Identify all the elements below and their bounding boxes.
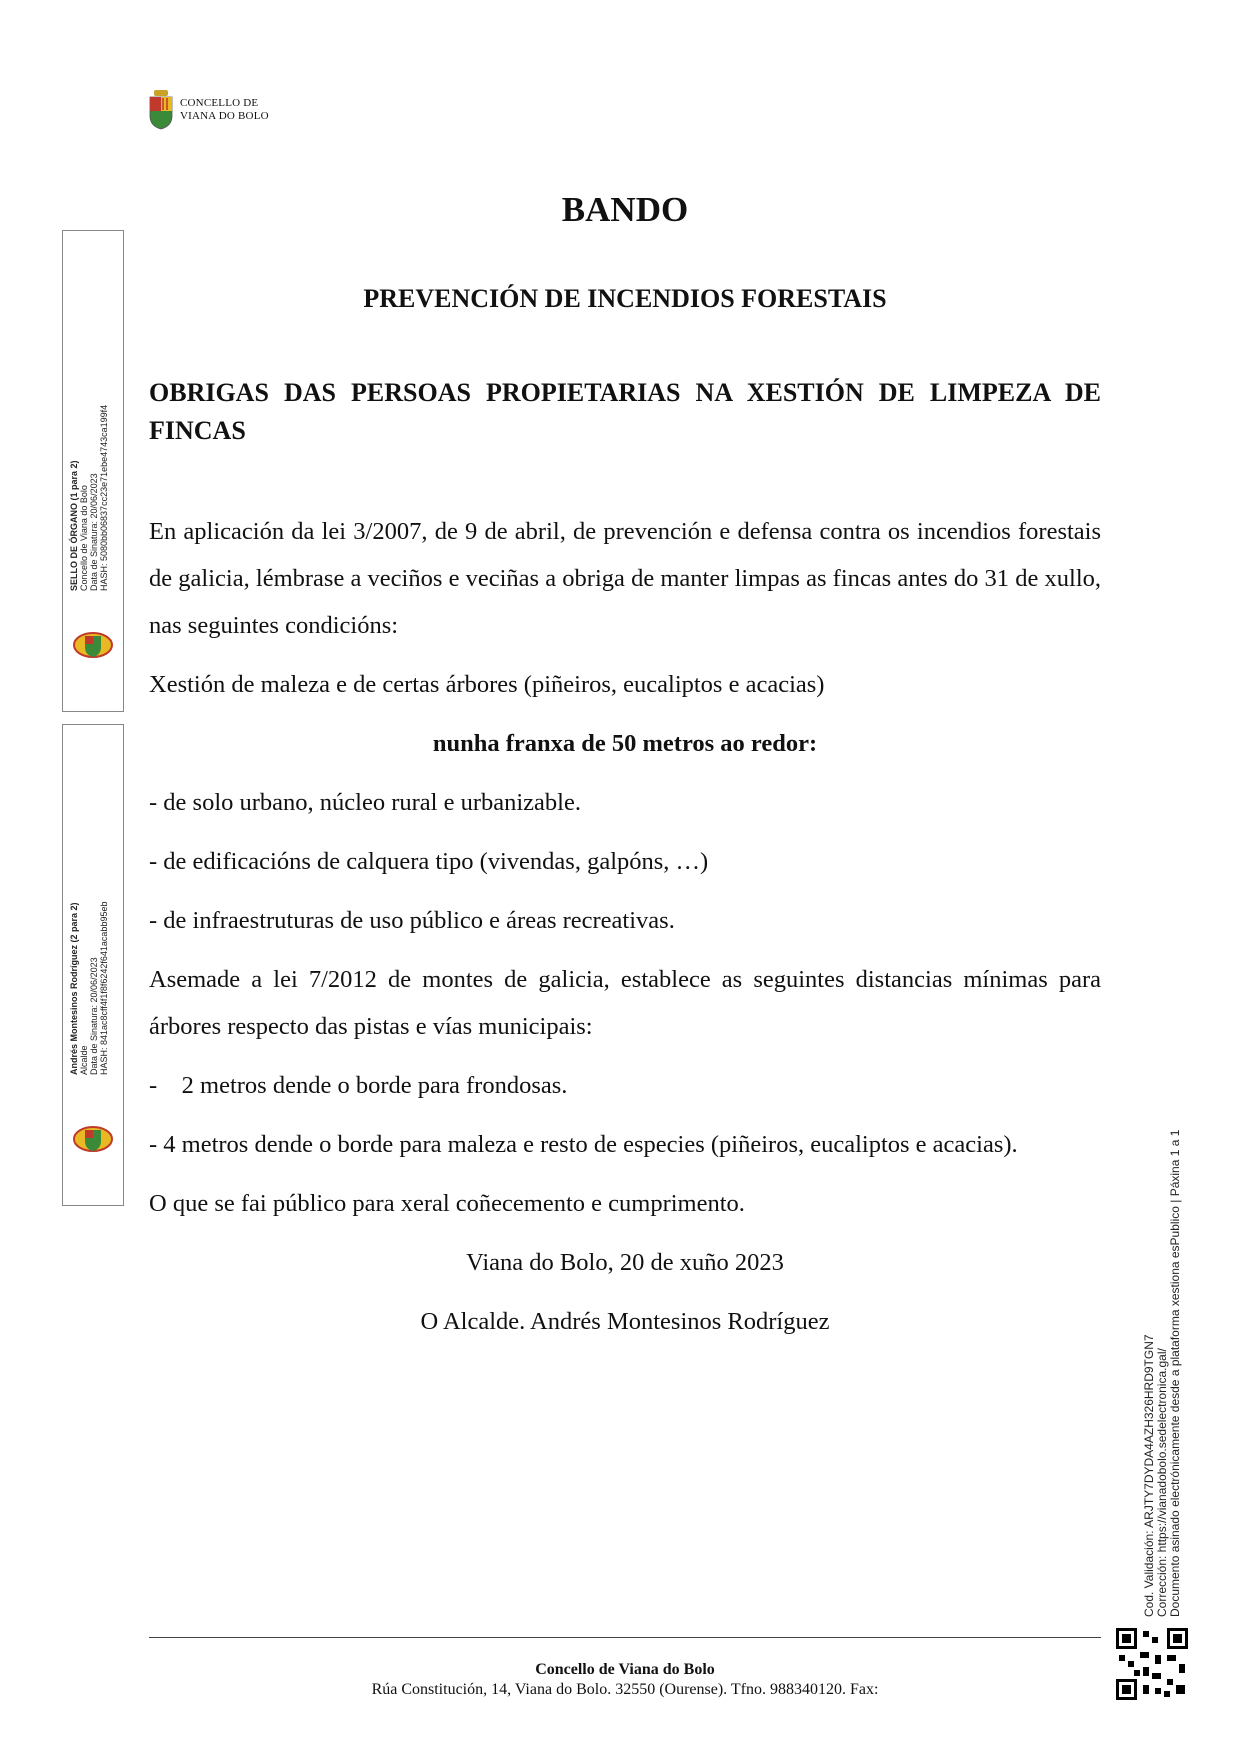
list-item-2m: - 2 metros dende o borde para frondosas.: [149, 1072, 568, 1099]
document-title: BANDO: [561, 190, 689, 229]
municipality-logo: [148, 90, 269, 130]
document-heading: OBRIGAS DAS PERSOAS PROPIETARIAS NA XESTIÓN DE LIMPEZA DE FINCAS: [149, 378, 1101, 445]
paragraph-law: Asemade a lei 7/2012 de montes de galicia, establece as seguintes distancias mínimas para árbores respecto das pistas e vías municipais:: [149, 966, 1101, 1040]
seal2-line3: Data de Sinatura: 20/06/2023: [89, 957, 99, 1075]
seal1-text: [69, 405, 109, 591]
list-item-buildings: - de edificacións de calquera tipo (vivendas, galpóns, …): [149, 848, 709, 875]
verification-code: Cod. Validación: ARJTY7DYDA4AZH326HRD9TGN7: [1142, 1334, 1156, 1617]
seal1-line4: HASH: 5080bb06837cc23e71ebe4743ca199f4: [99, 404, 109, 591]
qr-code-icon: [1116, 1628, 1188, 1700]
verification-note: Documento asinado electrónicamente desde a plataforma xestiona esPublico | Páxina 1 a 1: [1168, 1129, 1182, 1617]
signature-box-seal: [62, 230, 124, 712]
footer-divider: [149, 1637, 1101, 1638]
seal2-line1: Andrés Montesinos Rodríguez (2 para 2): [69, 902, 79, 1075]
org-name-line1: CONCELLO DE: [180, 97, 259, 109]
paragraph-management: Xestión de maleza e de certas árbores (piñeiros, eucaliptos e acacias): [149, 671, 825, 698]
seal-emblem-icon: [73, 1125, 113, 1153]
coat-of-arms-icon: [148, 90, 174, 130]
footer-address: Rúa Constitución, 14, Viana do Bolo. 32550 (Ourense). Tfno. 988340120. Fax:: [371, 1681, 879, 1698]
paragraph-strip: nunha franxa de 50 metros ao redor:: [432, 730, 818, 757]
signatory: O Alcalde. Andrés Montesinos Rodríguez: [420, 1308, 830, 1335]
document-subtitle: PREVENCIÓN DE INCENDIOS FORESTAIS: [363, 284, 887, 313]
seal1-line1: SELLO DE ÓRGANO (1 para 2): [69, 460, 79, 591]
seal2-line4: HASH: 841ac8cff4f1f8f6242f641acabb95eb: [99, 901, 109, 1075]
seal2-line2: Alcalde: [79, 1045, 89, 1075]
place-date: Viana do Bolo, 20 de xuño 2023: [466, 1249, 784, 1276]
seal1-line3: Data de Sinatura: 20/06/2023: [89, 473, 99, 591]
verification-text: [1143, 1130, 1182, 1617]
footer-title: Concello de Viana do Bolo: [535, 1661, 715, 1678]
org-name-line2: VIANA DO BOLO: [180, 110, 269, 122]
seal1-line2: Concello de Viana do Bolo: [79, 485, 89, 591]
paragraph-closing: O que se fai público para xeral coñecemento e cumprimento.: [149, 1190, 745, 1217]
paragraph-intro: En aplicación da lei 3/2007, de 9 de abril, de prevención e defensa contra os incendios forestais de galicia, lémbrase a veciños e veciñas a obriga de manter limpas as fincas antes do 31 de xullo, nas seguintes condicións:: [149, 518, 1101, 639]
signature-box-mayor: [62, 724, 124, 1206]
org-name: [180, 97, 269, 123]
document-text: [149, 508, 1101, 1357]
list-item-infrastructure: - de infraestruturas de uso público e áreas recreativas.: [149, 907, 675, 934]
seal-emblem-icon: [73, 631, 113, 659]
seal2-text: [69, 902, 109, 1075]
list-item-4m: - 4 metros dende o borde para maleza e resto de especies (piñeiros, eucaliptos e acacias).: [149, 1131, 1018, 1158]
list-item-urban: - de solo urbano, núcleo rural e urbanizable.: [149, 789, 581, 816]
verification-url[interactable]: Corrección: https://vianadobolo.sedelectronica.gal/: [1155, 1348, 1169, 1617]
footer: [149, 1660, 1101, 1700]
